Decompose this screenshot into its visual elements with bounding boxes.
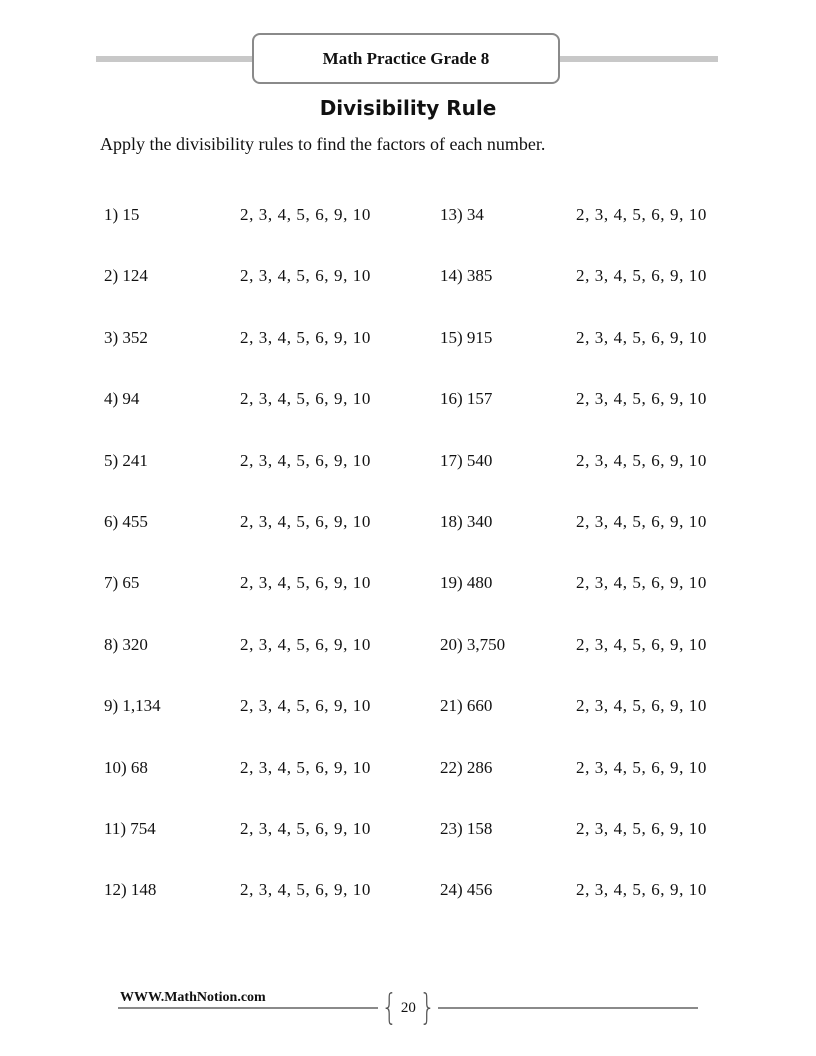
problem-row [104, 205, 384, 229]
problem-row [104, 573, 384, 597]
problem-number: 6) 455 [104, 512, 148, 531]
problem-row [104, 266, 384, 290]
factor-choices: 2, 3, 4, 5, 6, 9, 10 [576, 573, 707, 593]
footer-rule-left [118, 1007, 378, 1009]
factor-choices: 2, 3, 4, 5, 6, 9, 10 [240, 389, 371, 409]
problem-row [104, 635, 384, 659]
factor-choices: 2, 3, 4, 5, 6, 9, 10 [240, 819, 371, 838]
right-brace-icon: } [419, 987, 436, 1028]
page-title: Divisibility Rule [319, 96, 497, 120]
problem-row [104, 880, 384, 904]
header-rule-left [96, 56, 254, 62]
problem-number: 3) 352 [104, 327, 148, 347]
problem-row [440, 205, 720, 229]
factor-choices: 2, 3, 4, 5, 6, 9, 10 [240, 450, 371, 470]
header-rule-right [560, 56, 718, 62]
factor-choices: 2, 3, 4, 5, 6, 9, 10 [576, 450, 707, 470]
problem-number: 16) 157 [440, 389, 493, 409]
problem-number: 11) 754 [104, 819, 156, 838]
problem-row [440, 573, 720, 597]
problem-number: 15) 915 [440, 327, 493, 347]
factor-choices: 2, 3, 4, 5, 6, 9, 10 [240, 696, 371, 716]
problem-number: 2) 124 [104, 266, 148, 286]
problem-row [440, 819, 720, 843]
problem-number: 18) 340 [440, 512, 493, 531]
header-title: Math Practice Grade 8 [322, 48, 490, 68]
factor-choices: 2, 3, 4, 5, 6, 9, 10 [240, 573, 371, 593]
problem-row [440, 512, 720, 536]
page-number-box [378, 987, 438, 1028]
problem-number: 21) 660 [440, 696, 493, 716]
problem-number: 7) 65 [104, 573, 140, 593]
problem-row [440, 451, 720, 475]
problem-row [104, 696, 384, 720]
problem-number: 14) 385 [440, 266, 493, 286]
problem-row [440, 880, 720, 904]
factor-choices: 2, 3, 4, 5, 6, 9, 10 [240, 880, 371, 900]
header-title-box [252, 33, 560, 84]
problem-number: 1) 15 [104, 205, 140, 224]
problem-row [104, 389, 384, 413]
footer-rule-right [438, 1007, 698, 1009]
factor-choices: 2, 3, 4, 5, 6, 9, 10 [576, 389, 707, 409]
problem-number: 22) 286 [440, 757, 493, 777]
problem-row [104, 819, 384, 843]
factor-choices: 2, 3, 4, 5, 6, 9, 10 [240, 512, 371, 531]
factor-choices: 2, 3, 4, 5, 6, 9, 10 [576, 819, 707, 838]
factor-choices: 2, 3, 4, 5, 6, 9, 10 [240, 327, 371, 347]
factor-choices: 2, 3, 4, 5, 6, 9, 10 [576, 696, 707, 716]
factor-choices: 2, 3, 4, 5, 6, 9, 10 [240, 266, 371, 286]
problem-number: 5) 241 [104, 450, 148, 470]
problem-number: 23) 158 [440, 819, 493, 838]
problem-number: 8) 320 [104, 634, 148, 654]
problem-number: 24) 456 [440, 880, 493, 900]
problem-row [104, 758, 384, 782]
problem-row [440, 696, 720, 720]
factor-choices: 2, 3, 4, 5, 6, 9, 10 [576, 512, 707, 531]
factor-choices: 2, 3, 4, 5, 6, 9, 10 [576, 880, 707, 900]
factor-choices: 2, 3, 4, 5, 6, 9, 10 [240, 634, 371, 654]
problem-number: 9) 1,134 [104, 696, 161, 716]
problem-row [440, 758, 720, 782]
problem-row [104, 451, 384, 475]
factor-choices: 2, 3, 4, 5, 6, 9, 10 [576, 634, 707, 654]
factor-choices: 2, 3, 4, 5, 6, 9, 10 [240, 205, 371, 224]
problem-number: 10) 68 [104, 757, 148, 777]
problem-number: 17) 540 [440, 450, 493, 470]
problem-row [440, 389, 720, 413]
factor-choices: 2, 3, 4, 5, 6, 9, 10 [240, 757, 371, 777]
problem-number: 13) 34 [440, 205, 484, 224]
page-number: 20 [400, 999, 416, 1016]
problem-number: 19) 480 [440, 573, 493, 593]
factor-choices: 2, 3, 4, 5, 6, 9, 10 [576, 757, 707, 777]
problem-number: 4) 94 [104, 389, 140, 409]
instructions: Apply the divisibility rules to find the factors of each number. [100, 134, 546, 154]
problem-number: 12) 148 [104, 880, 157, 900]
footer-site: WWW.MathNotion.com [120, 990, 266, 1005]
factor-choices: 2, 3, 4, 5, 6, 9, 10 [576, 266, 707, 286]
problem-row [440, 635, 720, 659]
problem-row [104, 512, 384, 536]
problem-row [440, 328, 720, 352]
factor-choices: 2, 3, 4, 5, 6, 9, 10 [576, 327, 707, 347]
problem-row [104, 328, 384, 352]
problem-row [440, 266, 720, 290]
factor-choices: 2, 3, 4, 5, 6, 9, 10 [576, 205, 707, 224]
problem-number: 20) 3,750 [440, 634, 506, 654]
left-brace-icon: { [381, 987, 398, 1028]
